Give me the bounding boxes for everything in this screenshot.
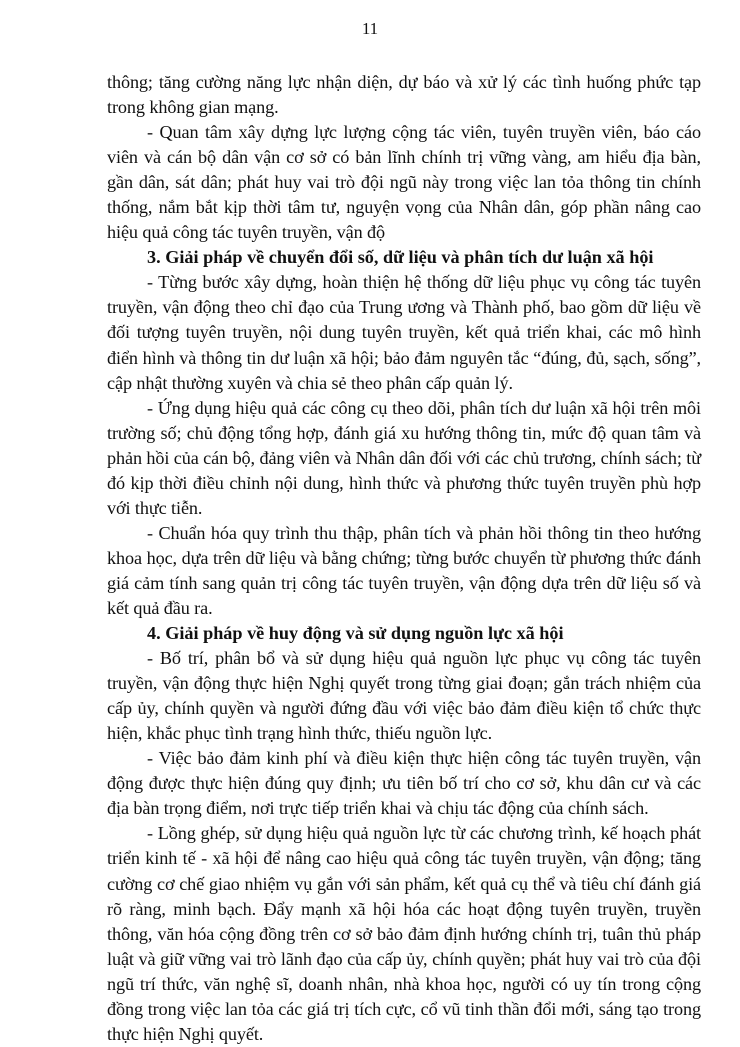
section-heading-social-resources: 4. Giải pháp về huy động và sử dụng nguồn lực xã hội bbox=[147, 623, 564, 644]
paragraph-continuation: thông; tăng cường năng lực nhận diện, dự báo và xử lý các tình huống phức tạp trong không gian mạng. bbox=[107, 72, 701, 118]
paragraph-integrate-programs: - Lồng ghép, sử dụng hiệu quả nguồn lực từ các chương trình, kế hoạch phát triển kinh tế - xã hội để nâng cao hiệu quả công tác tuyên truyền, vận động; tăng cường cơ chế giao nhiệm vụ gắn với sản phẩm, kết quả cụ thể và tiêu chí đánh giá rõ ràng, minh bạch. Đẩy mạnh xã hội hóa các hoạt động tuyên truyền, truyền thông, văn hóa cộng đồng trên cơ sở bảo đảm định hướng chính trị, tuân thủ pháp luật và giữ vững vai trò lãnh đạo của cấp ủy, chính quyền; phát huy vai trò của đội ngũ trí thức, văn nghệ sĩ, doanh nhân, nhà khoa học, người có uy tín trong cộng đồng trong việc lan tỏa các giá trị tích cực, cổ vũ tinh thần đổi mới, sáng tạo trong thực hiện Nghị quyết. bbox=[107, 823, 701, 1044]
paragraph-allocate-resources: - Bố trí, phân bổ và sử dụng hiệu quả nguồn lực phục vụ công tác tuyên truyền, vận động thực hiện Nghị quyết trong từng giai đoạn; gắn trách nhiệm của cấp ủy, chính quyền và người đứng đầu với việc bảo đảm điều kiện tổ chức thực hiện, khắc phục tình trạng hình thức, thiếu nguồn lực. bbox=[107, 648, 701, 744]
paragraph-data-system: - Từng bước xây dựng, hoàn thiện hệ thống dữ liệu phục vụ công tác tuyên truyền, vận động theo chỉ đạo của Trung ương và Thành phố, bao gồm dữ liệu về đối tượng tuyên truyền, nội dung tuyên truyền, kết quả triển khai, các mô hình điển hình và thông tin dư luận xã hội; bảo đảm nguyên tắc “đúng, đủ, sạch, sống”, cập nhật thường xuyên và chia sẻ theo phân cấp quản lý. bbox=[107, 272, 701, 393]
section-heading-digital-transformation: 3. Giải pháp về chuyển đổi số, dữ liệu và phân tích dư luận xã hội bbox=[147, 247, 654, 268]
paragraph-standardize-process: - Chuẩn hóa quy trình thu thập, phân tích và phản hồi thông tin theo hướng khoa học, dựa trên dữ liệu và bằng chứng; từng bước chuyển từ phương thức đánh giá cảm tính sang quản trị công tác tuyên truyền, vận động dựa trên dữ liệu số và kết quả đầu ra. bbox=[107, 522, 701, 618]
paragraph-funding: - Việc bảo đảm kinh phí và điều kiện thực hiện công tác tuyên truyền, vận động được thực hiện đúng quy định; ưu tiên bố trí cho cơ sở, khu dân cư và các địa bàn trọng điểm, nơi trực tiếp triển khai và chịu tác động của chính sách. bbox=[107, 748, 701, 819]
document-body bbox=[107, 70, 701, 1047]
paragraph-collaborators: - Quan tâm xây dựng lực lượng cộng tác viên, tuyên truyền viên, báo cáo viên và cán bộ dân vận cơ sở có bản lĩnh chính trị vững vàng, am hiểu địa bàn, gần dân, sát dân; phát huy vai trò đội ngũ này trong việc lan tỏa thông tin chính thống, nắm bắt kịp thời tâm tư, nguyện vọng của Nhân dân, góp phần nâng cao hiệu quả công tác tuyên truyền, vận độ bbox=[107, 122, 701, 243]
paragraph-opinion-tools: - Ứng dụng hiệu quả các công cụ theo dõi, phân tích dư luận xã hội trên môi trường số; chủ động tổng hợp, đánh giá xu hướng thông tin, mức độ quan tâm và phản hồi của cán bộ, đảng viên và Nhân dân đối với các chủ trương, chính sách; từ đó kịp thời điều chỉnh nội dung, hình thức và phương thức tuyên truyền phù hợp với thực tiễn. bbox=[107, 397, 701, 518]
page-number: 11 bbox=[361, 19, 379, 38]
